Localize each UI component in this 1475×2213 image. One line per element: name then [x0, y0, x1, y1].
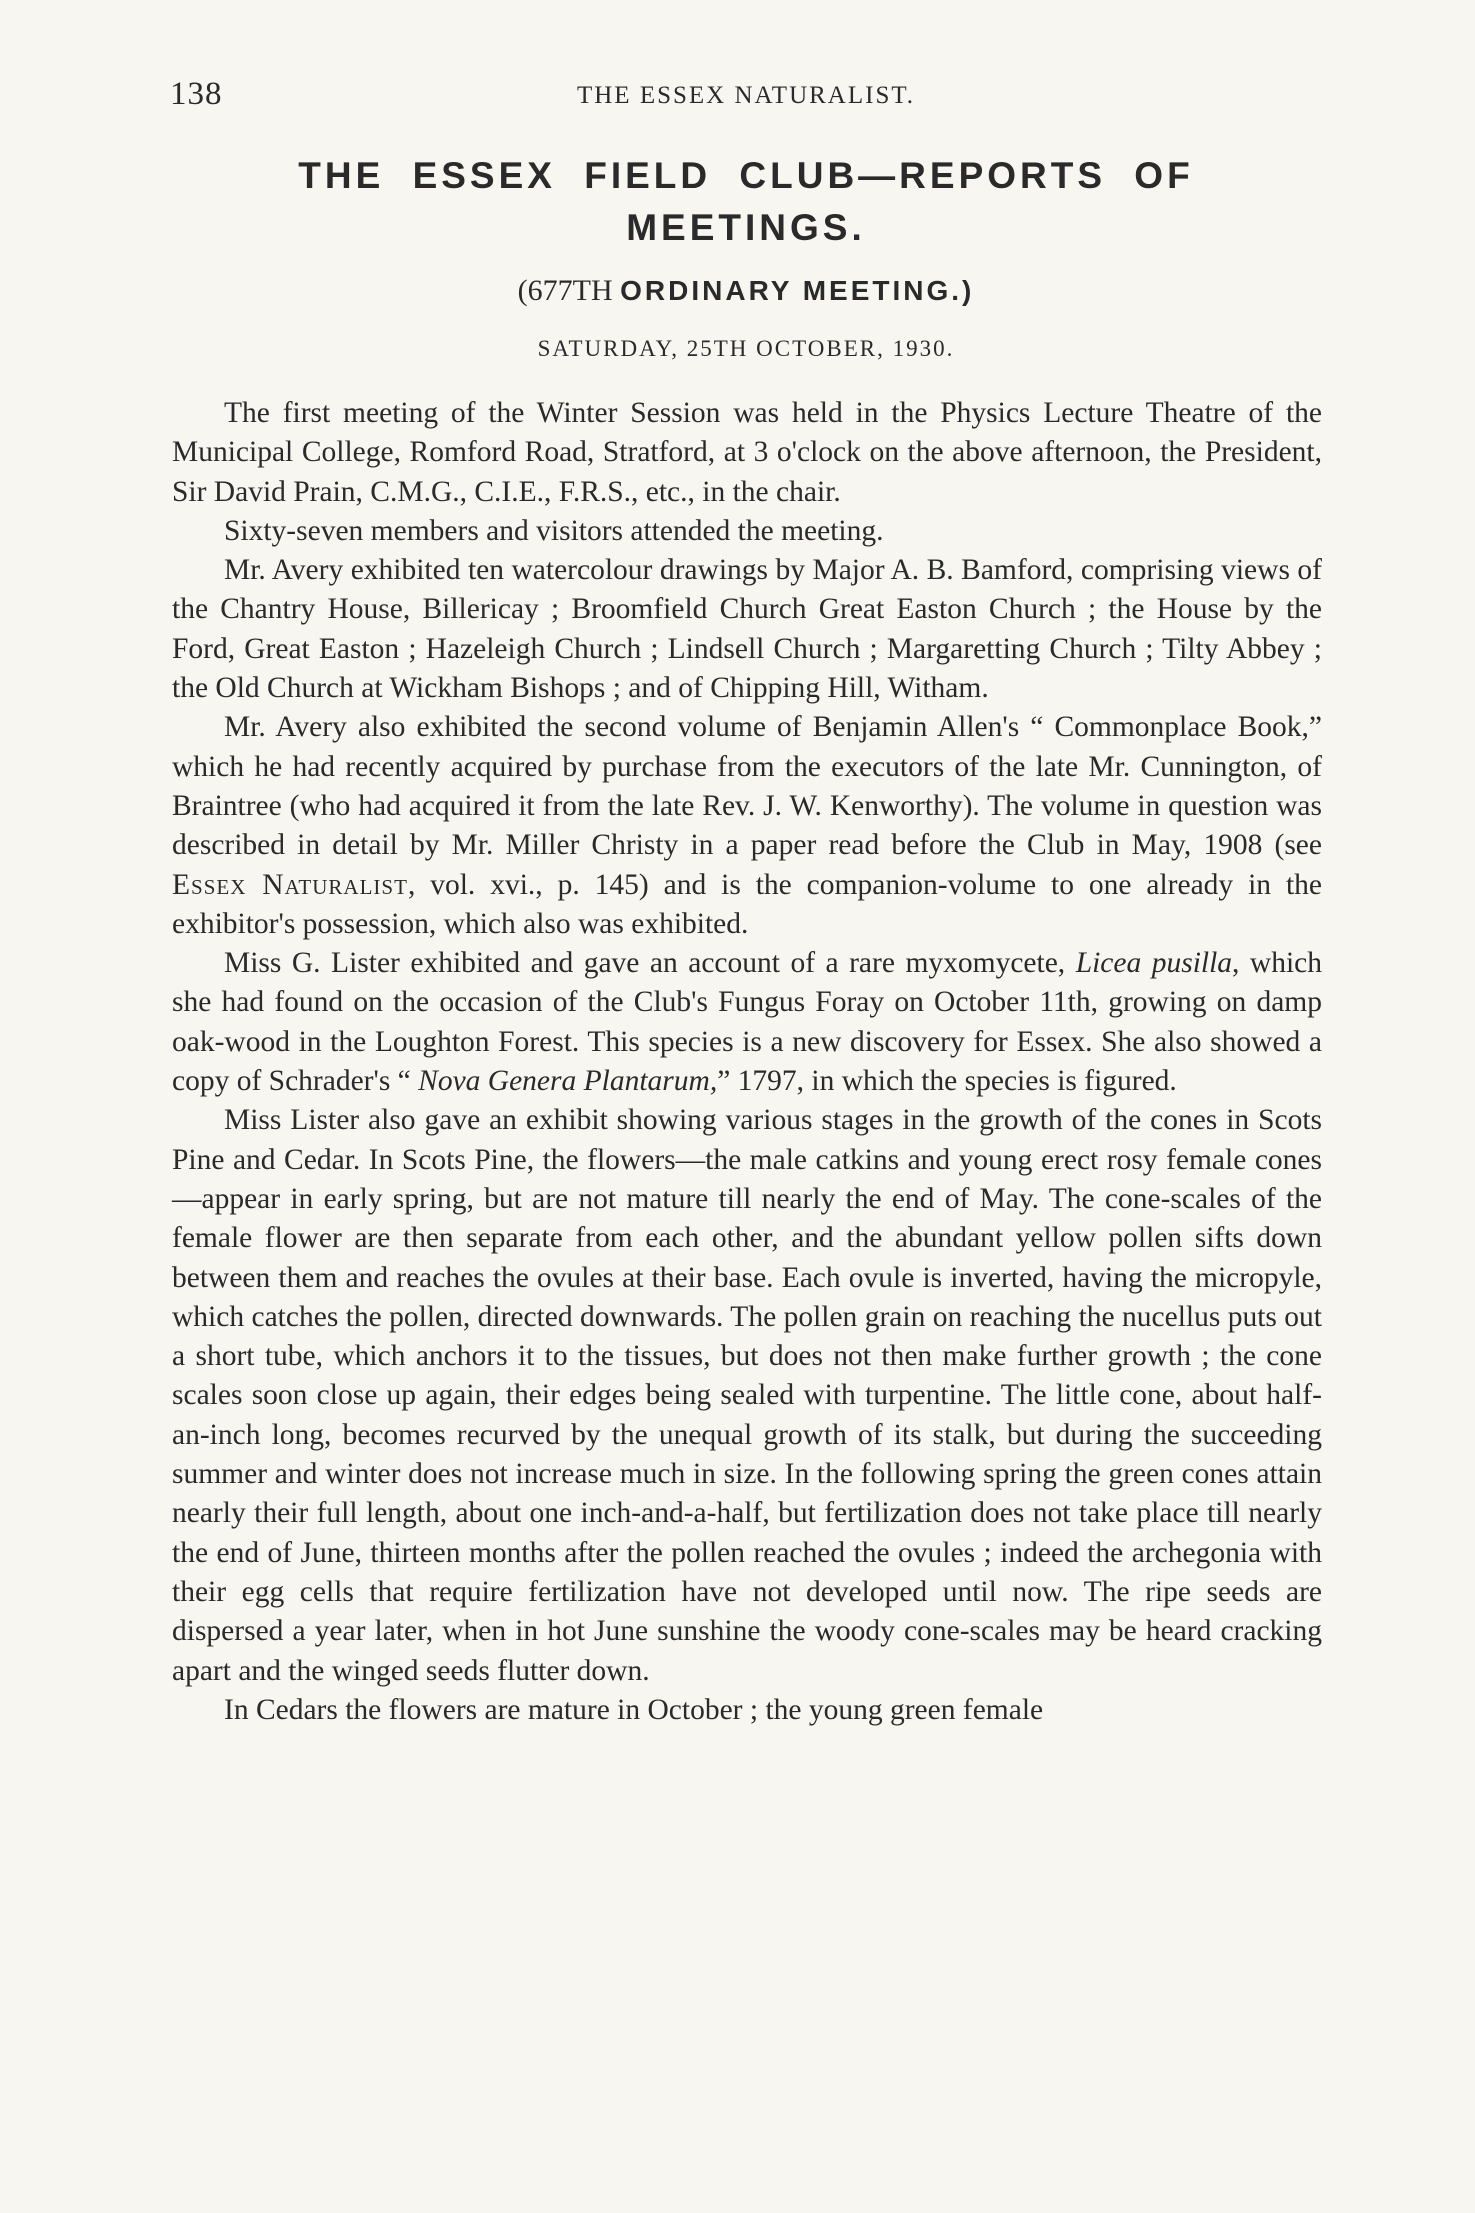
species-name: Licea pusilla [1075, 947, 1233, 980]
page-number: 138 [170, 76, 223, 112]
book-title: Nova Genera Plantarum, [418, 1065, 718, 1098]
meeting-number: (677TH [517, 274, 613, 307]
paragraph-myxomycete [172, 944, 1322, 1101]
meeting-label: ORDINARY MEETING.) [620, 275, 975, 306]
paragraph-attendance: Sixty-seven members and visitors attended the meeting. [224, 514, 884, 547]
article-title: THE ESSEX FIELD CLUB—REPORTS OF MEETINGS. [298, 155, 1194, 248]
meeting-heading [170, 274, 1322, 308]
paragraph-text: , which she had found on the occasion of the Club's Fungus Foray on October 11th, growing on damp oak-wood in the Loughton Forest. This species is a new discovery for Essex. She also showed a copy of Schrader's “ [172, 947, 1323, 1098]
paragraph-text: Mr. Avery also exhibited the second volume of Benjamin Allen's “ Commonplace Book,” which he had recently acquired by purchase from the executors of the late Mr. Cunnington, of Braintree (who had acquired it from the late Rev. J. W. Kenworthy). The volume in question was described in detail by Mr. Miller Christy in a paper read before the Club in May, 1908 (see [172, 711, 1322, 862]
paragraph-opening: The first meeting of the Winter Session was held in the Physics Lecture Theatre of the Municipal College, Romford Road, Stratford, at 3 o'clock on the above afternoon, the President, Sir David Prain, C.M.G., C.I.E., F.R.S., etc., in the chair. [172, 397, 1322, 508]
paragraph-text: Miss G. Lister exhibited and gave an account of a rare myxomycete, [224, 947, 1076, 980]
paragraph-text: ” 1797, in which the species is figured. [717, 1065, 1177, 1098]
paragraph-text: , vol. xvi., p. 145) and is the companion-volume to one already in the exhibitor's possession, which also was exhibited. [172, 868, 1322, 940]
meeting-date: SATURDAY, 25TH OCTOBER, 1930. [537, 336, 955, 361]
paragraph-cedars: In Cedars the flowers are mature in October ; the young green female [224, 1693, 1044, 1726]
report-body [172, 394, 1322, 1730]
paragraph-cones: Miss Lister also gave an exhibit showing various stages in the growth of the cones in Scots Pine and Cedar. In Scots Pine, the flowers—the male catkins and young erect rosy female cones—appear in early spring, but are not mature till nearly the end of May. The cone-scales of the female flower are then separate from each other, and the abundant yellow pollen sifts down between them and reaches the ovules at their base. Each ovule is inverted, having the micropyle, which catches the pollen, directed downwards. The pollen grain on reaching the nucellus puts out a short tube, which anchors it to the tissues, but does not then make further growth ; the cone scales soon close up again, their edges being sealed with turpentine. The little cone, about half-an-inch long, becomes recurved by the unequal growth of its stalk, but during the succeeding summer and winter does not increase much in size. In the following spring the green cones attain nearly their full length, about one inch-and-a-half, but fertilization does not take place till nearly the end of June, thirteen months after the pollen reached the ovules ; indeed the archegonia with their egg cells that require fertilization have not developed until now. The ripe seeds are dispersed a year later, when in hot June sunshine the woody cone-scales may be heard cracking apart and the winged seeds flutter down. [172, 1104, 1322, 1687]
journal-reference: Essex Naturalist [172, 868, 408, 901]
paragraph-commonplace-book [172, 708, 1322, 944]
paragraph-watercolours: Mr. Avery exhibited ten watercolour drawings by Major A. B. Bamford, comprising views of the Chantry House, Billericay ; Broomfield Church Great Easton Church ; the House by the Ford, Great Easton ; Hazeleigh Church ; Lindsell Church ; Margaretting Church ; Tilty Abbey ; the Old Church at Wickham Bishops ; and of Chipping Hill, Witham. [172, 554, 1322, 705]
journal-title: THE ESSEX NATURALIST. [576, 82, 916, 109]
running-head [170, 76, 1322, 116]
